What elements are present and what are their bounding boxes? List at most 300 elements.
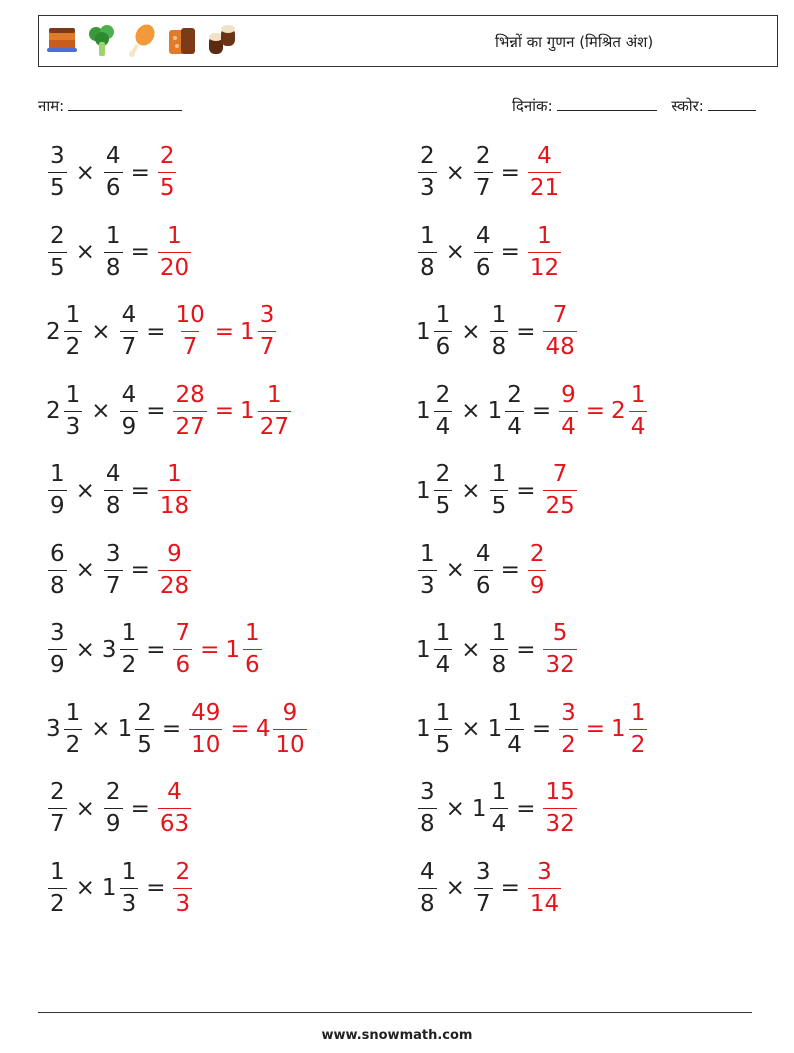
- answer-mixed-whole: 1: [225, 636, 241, 663]
- operand-a-numerator: 1: [65, 302, 81, 328]
- times-sign: ×: [461, 477, 481, 504]
- operand-b-numerator: 4: [121, 302, 137, 328]
- answer-mixed-numerator: 1: [630, 699, 646, 726]
- operand-b-fraction: [490, 304, 509, 359]
- operand-a-numerator: 1: [435, 699, 451, 726]
- operand-b-denominator: 3: [120, 888, 139, 916]
- operand-b-denominator: 8: [104, 490, 123, 518]
- cake-icon: [45, 22, 79, 60]
- operand-b-numerator: 4: [475, 222, 491, 249]
- operand-a-fraction: [48, 540, 67, 599]
- operand-b-numerator: 2: [507, 381, 522, 408]
- times-sign: ×: [445, 875, 465, 901]
- equals-sign: =: [130, 159, 150, 186]
- operand-b-fraction: [120, 858, 139, 917]
- answer-fraction: [543, 304, 576, 359]
- operand-b-fraction: [474, 858, 493, 917]
- times-sign: ×: [461, 318, 481, 345]
- equals-sign: =: [516, 636, 536, 663]
- answer: [541, 622, 578, 677]
- problem-item: [416, 622, 579, 677]
- answer-denominator: 2: [559, 729, 578, 757]
- times-sign: ×: [91, 318, 111, 345]
- answer-fraction: [528, 540, 547, 599]
- operand-a-denominator: 2: [48, 888, 67, 916]
- answer-fraction: [559, 381, 578, 440]
- broccoli-icon: [85, 22, 119, 60]
- answer-numerator: 5: [552, 620, 568, 646]
- answer: [557, 381, 649, 440]
- answer: [156, 463, 193, 518]
- operand-a-numerator: 1: [50, 461, 65, 487]
- answer: [187, 699, 308, 758]
- operand-a-denominator: 5: [434, 729, 453, 757]
- equals-sign: =: [146, 875, 166, 901]
- problem-item: [416, 463, 579, 518]
- answer-equals-sign: =: [214, 318, 235, 345]
- operand-a-fraction: [64, 304, 83, 359]
- footer-url: www.snowmath.com: [321, 1028, 473, 1043]
- answer: [526, 540, 549, 599]
- operand-b-whole: 1: [487, 716, 503, 742]
- times-sign: ×: [75, 875, 95, 901]
- answer-fraction: [158, 781, 191, 836]
- equals-sign: =: [130, 795, 150, 822]
- operand-b-numerator: 1: [121, 620, 137, 646]
- operand-a-whole: 2: [46, 318, 61, 345]
- answer-equals-sign: =: [585, 398, 606, 424]
- answer-fraction: [543, 781, 576, 836]
- answer-fraction: [173, 622, 192, 677]
- operand-b-fraction: [474, 540, 493, 599]
- answer-fraction: [158, 463, 191, 518]
- answer-fraction: [158, 222, 191, 281]
- answer: [156, 781, 193, 836]
- answer-mixed-numerator: 9: [282, 699, 298, 726]
- answer-numerator: 7: [552, 302, 568, 328]
- equals-sign: =: [500, 875, 520, 901]
- answer-equals-sign: =: [585, 716, 606, 742]
- bread-icon: [165, 22, 199, 60]
- equals-sign: =: [130, 557, 150, 583]
- operand-a-numerator: 4: [420, 858, 435, 885]
- equals-sign: =: [146, 636, 166, 663]
- operand-a-numerator: 2: [435, 381, 451, 408]
- operand-b-fraction: [104, 145, 123, 200]
- operand-b-numerator: 2: [475, 143, 491, 169]
- answer-mixed-denominator: 6: [243, 649, 262, 677]
- problem-item: [46, 858, 194, 917]
- answer-equals-sign: =: [200, 636, 220, 663]
- answer-mixed-fraction: [273, 699, 306, 758]
- answer-denominator: 32: [543, 808, 576, 836]
- sushi-roll-icon: [205, 22, 239, 60]
- operand-b-denominator: 9: [104, 808, 123, 836]
- operand-a-whole: 1: [416, 398, 431, 424]
- operand-b-numerator: 1: [121, 858, 137, 885]
- operand-a-denominator: 9: [48, 649, 67, 677]
- answer-fraction: [528, 145, 561, 200]
- problem-item: [46, 381, 293, 440]
- answer-numerator: 1: [167, 222, 182, 249]
- answer-denominator: 4: [559, 411, 578, 439]
- operand-a-denominator: 8: [418, 808, 437, 836]
- answer-mixed-numerator: 3: [259, 302, 275, 328]
- operand-b-whole: 3: [101, 636, 117, 663]
- operand-b-numerator: 1: [491, 461, 507, 487]
- operand-a-numerator: 1: [420, 540, 435, 567]
- operand-a-denominator: 7: [48, 808, 67, 836]
- operand-a-denominator: 5: [48, 172, 67, 200]
- operand-b-numerator: 1: [105, 222, 121, 249]
- answer-mixed-whole: 2: [611, 398, 626, 424]
- operand-a-fraction: [434, 699, 453, 758]
- operand-a-numerator: 1: [65, 699, 81, 726]
- answer-mixed-numerator: 1: [267, 381, 282, 408]
- operand-a-fraction: [434, 622, 453, 677]
- operand-b-whole: 1: [487, 398, 503, 424]
- operand-a-numerator: 2: [420, 143, 435, 169]
- answer: [541, 781, 578, 836]
- operand-a-denominator: 4: [434, 649, 453, 677]
- answer-fraction: [158, 145, 177, 200]
- answer-fraction: [543, 622, 576, 677]
- answer-mixed-whole: 1: [611, 716, 626, 742]
- operand-b-fraction: [474, 145, 493, 200]
- problem-item: [46, 222, 193, 281]
- operand-a-fraction: [434, 304, 453, 359]
- operand-b-whole: 1: [117, 716, 133, 742]
- answer-fraction: [528, 858, 561, 917]
- problem-item: [46, 699, 309, 758]
- answer-mixed-denominator: 10: [273, 729, 306, 757]
- operand-a-fraction: [418, 222, 437, 281]
- operand-a-denominator: 3: [418, 172, 437, 200]
- operand-b-denominator: 7: [120, 331, 139, 359]
- problem-item: [46, 622, 264, 677]
- answer-numerator: 10: [175, 302, 205, 328]
- operand-a-denominator: 8: [418, 888, 437, 916]
- equals-sign: =: [500, 159, 520, 186]
- operand-a-fraction: [48, 781, 67, 836]
- answer-numerator: 9: [167, 540, 182, 567]
- answer-denominator: 27: [173, 411, 206, 439]
- date-blank[interactable]: [557, 94, 657, 111]
- answer-mixed-denominator: 2: [629, 729, 648, 757]
- equals-sign: =: [500, 557, 520, 583]
- problem-item: [46, 145, 178, 200]
- answer-fraction: [158, 540, 191, 599]
- operand-b-numerator: 1: [491, 302, 507, 328]
- answer: [526, 222, 563, 281]
- name-blank[interactable]: [68, 94, 182, 111]
- answer: [156, 222, 193, 281]
- times-sign: ×: [461, 636, 481, 663]
- equals-sign: =: [500, 239, 520, 265]
- answer: [526, 858, 563, 917]
- operand-a-numerator: 3: [420, 779, 435, 805]
- operand-a-fraction: [434, 463, 453, 518]
- answer: [541, 463, 578, 518]
- answer-denominator: 20: [158, 252, 191, 280]
- operand-a-whole: 1: [416, 636, 431, 663]
- operand-b-fraction: [505, 381, 524, 440]
- equals-sign: =: [130, 239, 150, 265]
- operand-a-denominator: 2: [64, 729, 83, 757]
- answer-denominator: 12: [528, 252, 561, 280]
- answer-numerator: 7: [552, 461, 568, 487]
- times-sign: ×: [445, 159, 465, 186]
- times-sign: ×: [445, 239, 465, 265]
- operand-b-denominator: 5: [490, 490, 509, 518]
- operand-b-fraction: [104, 222, 123, 281]
- answer-mixed-whole: 4: [255, 716, 271, 742]
- answer-numerator: 9: [561, 381, 576, 408]
- answer-mixed-fraction: [629, 381, 648, 440]
- answer-mixed-whole: 1: [240, 398, 255, 424]
- times-sign: ×: [75, 636, 95, 663]
- answer-denominator: 6: [173, 649, 192, 677]
- operand-b-fraction: [120, 622, 139, 677]
- operand-a-denominator: 4: [434, 411, 453, 439]
- answer-denominator: 48: [543, 331, 576, 359]
- answer-mixed-denominator: 4: [629, 411, 648, 439]
- problem-item: [416, 781, 579, 836]
- problem-item: [416, 222, 563, 281]
- problem-item: [416, 540, 548, 599]
- operand-b-numerator: 1: [491, 779, 507, 805]
- operand-a-denominator: 9: [48, 490, 67, 518]
- date-label: दिनांक:: [512, 97, 553, 115]
- operand-b-fraction: [120, 304, 139, 359]
- equals-sign: =: [531, 716, 552, 742]
- answer-fraction: [528, 222, 561, 281]
- problem-item: [416, 304, 579, 359]
- name-label: नाम:: [38, 97, 65, 115]
- operand-b-denominator: 4: [505, 411, 524, 439]
- operand-b-denominator: 4: [505, 729, 524, 757]
- equals-sign: =: [161, 716, 182, 742]
- operand-a-whole: 2: [46, 398, 61, 424]
- chicken-leg-icon: [125, 22, 159, 60]
- header-box: [38, 15, 778, 67]
- operand-b-fraction: [490, 781, 509, 836]
- operand-b-fraction: [104, 540, 123, 599]
- answer: [156, 540, 193, 599]
- operand-a-fraction: [64, 699, 83, 758]
- equals-sign: =: [531, 398, 552, 424]
- answer: [171, 381, 292, 440]
- operand-a-numerator: 2: [50, 222, 65, 249]
- answer-numerator: 1: [167, 461, 182, 487]
- answer-fraction: [173, 858, 192, 917]
- operand-a-denominator: 2: [64, 331, 83, 359]
- answer-numerator: 3: [537, 858, 552, 885]
- operand-b-fraction: [490, 463, 509, 518]
- equals-sign: =: [516, 318, 536, 345]
- operand-a-numerator: 1: [435, 302, 451, 328]
- operand-b-denominator: 6: [474, 570, 493, 598]
- operand-a-whole: 1: [416, 318, 431, 345]
- operand-a-denominator: 8: [418, 252, 437, 280]
- operand-a-fraction: [48, 858, 67, 917]
- answer-numerator: 15: [545, 779, 575, 805]
- score-blank[interactable]: [708, 94, 756, 111]
- operand-a-whole: 1: [416, 477, 431, 504]
- operand-b-fraction: [490, 622, 509, 677]
- footer-divider: [38, 1012, 752, 1013]
- answer-denominator: 32: [543, 649, 576, 677]
- operand-b-denominator: 2: [120, 649, 139, 677]
- operand-b-fraction: [474, 222, 493, 281]
- answer: [171, 304, 278, 359]
- answer-equals-sign: =: [230, 716, 250, 742]
- operand-b-numerator: 4: [121, 381, 137, 408]
- times-sign: ×: [91, 398, 111, 424]
- problem-item: [46, 463, 193, 518]
- answer: [526, 145, 563, 200]
- answer-fraction: [173, 381, 206, 440]
- answer-denominator: 21: [528, 172, 561, 200]
- answer-equals-sign: =: [214, 398, 235, 424]
- times-sign: ×: [75, 239, 95, 265]
- times-sign: ×: [75, 557, 95, 583]
- operand-a-numerator: 2: [50, 779, 65, 805]
- operand-a-fraction: [64, 381, 83, 440]
- operand-a-denominator: 5: [434, 490, 453, 518]
- times-sign: ×: [445, 795, 465, 822]
- operand-a-denominator: 5: [48, 252, 67, 280]
- operand-a-denominator: 6: [434, 331, 453, 359]
- operand-a-fraction: [48, 463, 67, 518]
- answer-numerator: 2: [159, 143, 175, 169]
- operand-a-fraction: [48, 622, 67, 677]
- operand-a-numerator: 1: [65, 381, 81, 408]
- answer-mixed-numerator: 1: [630, 381, 646, 408]
- operand-b-numerator: 2: [137, 699, 152, 726]
- times-sign: ×: [461, 398, 481, 424]
- answer-numerator: 49: [191, 699, 221, 726]
- operand-a-fraction: [418, 145, 437, 200]
- answer-mixed-fraction: [258, 304, 277, 359]
- answer-fraction: [189, 699, 222, 758]
- operand-b-numerator: 4: [105, 461, 121, 487]
- operand-b-whole: 1: [471, 795, 487, 822]
- answer: [156, 145, 179, 200]
- answer-numerator: 3: [561, 699, 576, 726]
- page-title: भिन्नों का गुणन (मिश्रित अंश): [495, 33, 654, 51]
- answer-numerator: 4: [537, 143, 552, 169]
- answer-fraction: [559, 699, 578, 758]
- answer-denominator: 7: [181, 331, 200, 359]
- answer-denominator: 14: [528, 888, 561, 916]
- operand-a-denominator: 3: [418, 570, 437, 598]
- answer-numerator: 2: [175, 858, 191, 885]
- operand-b-numerator: 2: [105, 779, 121, 805]
- operand-b-numerator: 1: [507, 699, 522, 726]
- score-label: स्कोर:: [671, 97, 704, 115]
- equals-sign: =: [516, 477, 536, 504]
- times-sign: ×: [75, 477, 95, 504]
- answer-denominator: 10: [189, 729, 222, 757]
- operand-b-denominator: 6: [474, 252, 493, 280]
- operand-a-numerator: 1: [50, 858, 65, 885]
- operand-a-fraction: [48, 222, 67, 281]
- operand-b-fraction: [505, 699, 524, 758]
- operand-b-fraction: [120, 381, 139, 440]
- operand-a-whole: 1: [416, 716, 431, 742]
- times-sign: ×: [91, 716, 111, 742]
- operand-b-numerator: 3: [475, 858, 491, 885]
- operand-a-numerator: 3: [50, 620, 65, 646]
- operand-b-denominator: 7: [474, 172, 493, 200]
- problem-item: [416, 145, 563, 200]
- answer-fraction: [543, 463, 576, 518]
- answer-fraction: [173, 304, 206, 359]
- answer-mixed-fraction: [629, 699, 648, 758]
- operand-a-denominator: 8: [48, 570, 67, 598]
- answer-mixed-denominator: 7: [258, 331, 277, 359]
- answer-numerator: 4: [167, 779, 182, 805]
- answer-mixed-fraction: [258, 381, 291, 440]
- operand-b-numerator: 1: [491, 620, 507, 646]
- answer-denominator: 25: [543, 490, 576, 518]
- operand-a-denominator: 3: [64, 411, 83, 439]
- times-sign: ×: [75, 159, 95, 186]
- operand-b-denominator: 9: [120, 411, 139, 439]
- equals-sign: =: [130, 477, 150, 504]
- times-sign: ×: [461, 716, 481, 742]
- answer-denominator: 28: [158, 570, 191, 598]
- problem-item: [46, 304, 278, 359]
- answer-denominator: 9: [528, 570, 547, 598]
- answer-numerator: 28: [175, 381, 205, 408]
- answer-mixed-denominator: 27: [258, 411, 291, 439]
- operand-a-numerator: 1: [420, 222, 435, 249]
- operand-a-fraction: [418, 781, 437, 836]
- answer-numerator: 7: [175, 620, 191, 646]
- problem-item: [416, 858, 563, 917]
- operand-a-numerator: 1: [435, 620, 451, 646]
- answer-denominator: 18: [158, 490, 191, 518]
- operand-b-fraction: [135, 699, 154, 758]
- operand-a-fraction: [418, 858, 437, 917]
- operand-a-numerator: 2: [435, 461, 451, 487]
- answer: [171, 622, 263, 677]
- operand-b-numerator: 4: [475, 540, 491, 567]
- times-sign: ×: [75, 795, 95, 822]
- problem-item: [46, 781, 193, 836]
- answer-numerator: 1: [537, 222, 552, 249]
- answer: [557, 699, 649, 758]
- date-score-fields: [512, 94, 756, 116]
- problem-item: [46, 540, 193, 599]
- operand-a-fraction: [418, 540, 437, 599]
- problem-item: [416, 381, 649, 440]
- operand-b-numerator: 4: [105, 143, 121, 169]
- operand-b-fraction: [104, 463, 123, 518]
- operand-b-denominator: 5: [135, 729, 154, 757]
- operand-b-denominator: 8: [490, 649, 509, 677]
- operand-b-fraction: [104, 781, 123, 836]
- operand-b-denominator: 6: [104, 172, 123, 200]
- equals-sign: =: [516, 795, 536, 822]
- operand-a-fraction: [434, 381, 453, 440]
- times-sign: ×: [445, 557, 465, 583]
- operand-a-numerator: 6: [50, 540, 65, 567]
- answer: [171, 858, 194, 917]
- answer-mixed-numerator: 1: [245, 620, 260, 646]
